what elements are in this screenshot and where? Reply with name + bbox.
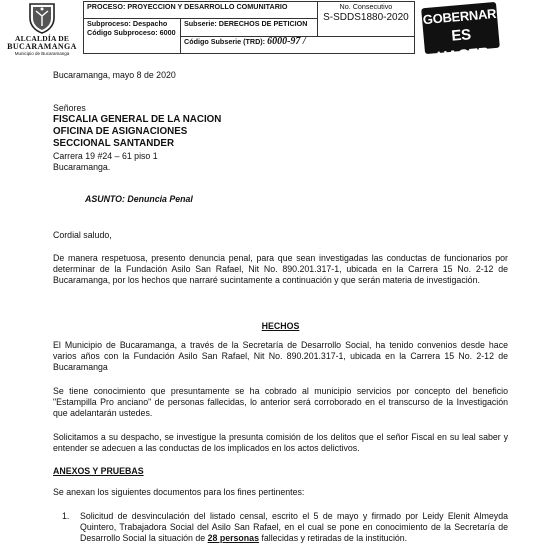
intro-paragraph: De manera respetuosa, presento denuncia penal, para que sean investigadas las conductas de funcionarios por determinar de la Fundación Asilo San Rafael, Nit No. 890.201.317-1, ubicada en la Carrera 15 No. 2-12 de Bucaramanga, por los hechos que narraré sucintamente a continuación y que serán materia de investigación. bbox=[53, 253, 508, 285]
item-1-number: 1. bbox=[62, 511, 70, 521]
codigo-subproceso-text: Código Subproceso: 6000 bbox=[87, 27, 176, 37]
hechos-title: HECHOS bbox=[261, 321, 300, 331]
gobernar-es-hacer-badge bbox=[421, 2, 500, 67]
consecutivo-label: No. Consecutivo bbox=[339, 2, 393, 11]
consecutivo-cell bbox=[317, 2, 414, 37]
recipient-line-3: SECCIONAL SANTANDER bbox=[53, 138, 175, 149]
coat-of-arms-icon bbox=[27, 2, 57, 35]
item-1-text bbox=[80, 511, 508, 544]
greeting: Cordial saludo, bbox=[53, 230, 112, 240]
badge-line-2: ES HACER bbox=[436, 26, 490, 67]
codigo-subserie-label: Código Subserie (TRD): bbox=[184, 36, 266, 46]
recipient-salutation: Señores bbox=[53, 103, 86, 113]
asunto-line: ASUNTO: Denuncia Penal bbox=[85, 194, 193, 204]
recipient-city: Bucaramanga. bbox=[53, 162, 111, 172]
hechos-paragraph-1: El Municipio de Bucaramanga, a través de la Secretaría de Desarrollo Social, ha tenido convenios desde hace varios años con la Fundación Asilo San Rafael, Nit No. 890.201.317-1, ubicada en la Carrera 15 No. 2-12 de Bucaramanga bbox=[53, 340, 508, 372]
anexos-intro: Se anexan los siguientes documentos para los fines pertinentes: bbox=[53, 487, 305, 497]
codigo-subserie-value: 6000-97 / bbox=[267, 35, 306, 47]
subproceso-cell bbox=[84, 19, 181, 54]
logo-line-1: ALCALDÍA DE bbox=[14, 34, 70, 43]
item-1-text-a: Solicitud de desvinculación del listado censal, escrito el 5 de mayo y firmado por Leidy Elenit Almeyda Quintero, Trabajadora Social del Asilo San Rafael, en el cual se pone en conocimiento de la Secretaría de Desarrollo Social la situación de bbox=[80, 511, 508, 543]
anexos-title: ANEXOS Y PRUEBAS bbox=[53, 466, 144, 476]
date-line: Bucaramanga, mayo 8 de 2020 bbox=[53, 70, 176, 80]
badge-line-1: GOBERNAR bbox=[422, 5, 497, 28]
hechos-paragraph-3: Solicitamos a su despacho, se investigue la presunta comisión de los delitos que el señor Fiscal en su leal saber y entender se adecuen a las conductas de los implicados en los actos delictivos. bbox=[53, 432, 508, 453]
hechos-paragraph-2: Se tiene conocimiento que presuntamente se ha cobrado al municipio servicios por concepto del beneficio "Estampilla Pro anciano" de personas fallecidas, lo anterior será corroborado en el transcurso de la Investigación que adelantarán ustedes. bbox=[53, 386, 508, 418]
header-table bbox=[83, 1, 415, 54]
logo-line-2: BUCARAMANGA bbox=[7, 42, 77, 51]
proceso-cell: PROCESO: PROYECCION Y DESARROLLO COMUNITARIO bbox=[84, 2, 318, 19]
item-1-highlight: 28 personas bbox=[207, 533, 259, 543]
subproceso-text: Subproceso: Despacho bbox=[87, 19, 168, 29]
recipient-line-1: FISCALIA GENERAL DE LA NACION bbox=[53, 114, 222, 125]
subserie-cell: Subserie: DERECHOS DE PETICION bbox=[181, 19, 318, 36]
recipient-line-2: OFICINA DE ASIGNACIONES bbox=[53, 126, 188, 137]
item-1-text-b: fallecidas y retiradas de la institución. bbox=[258, 533, 408, 543]
recipient-address: Carrera 19 #24 – 61 piso 1 bbox=[53, 151, 158, 161]
alcaldia-logo bbox=[2, 2, 82, 60]
logo-line-3: Municipio de Bucaramanga bbox=[14, 51, 70, 56]
consecutivo-value: S-SDDS1880-2020 bbox=[323, 11, 409, 23]
codigo-subserie-cell bbox=[181, 36, 415, 53]
